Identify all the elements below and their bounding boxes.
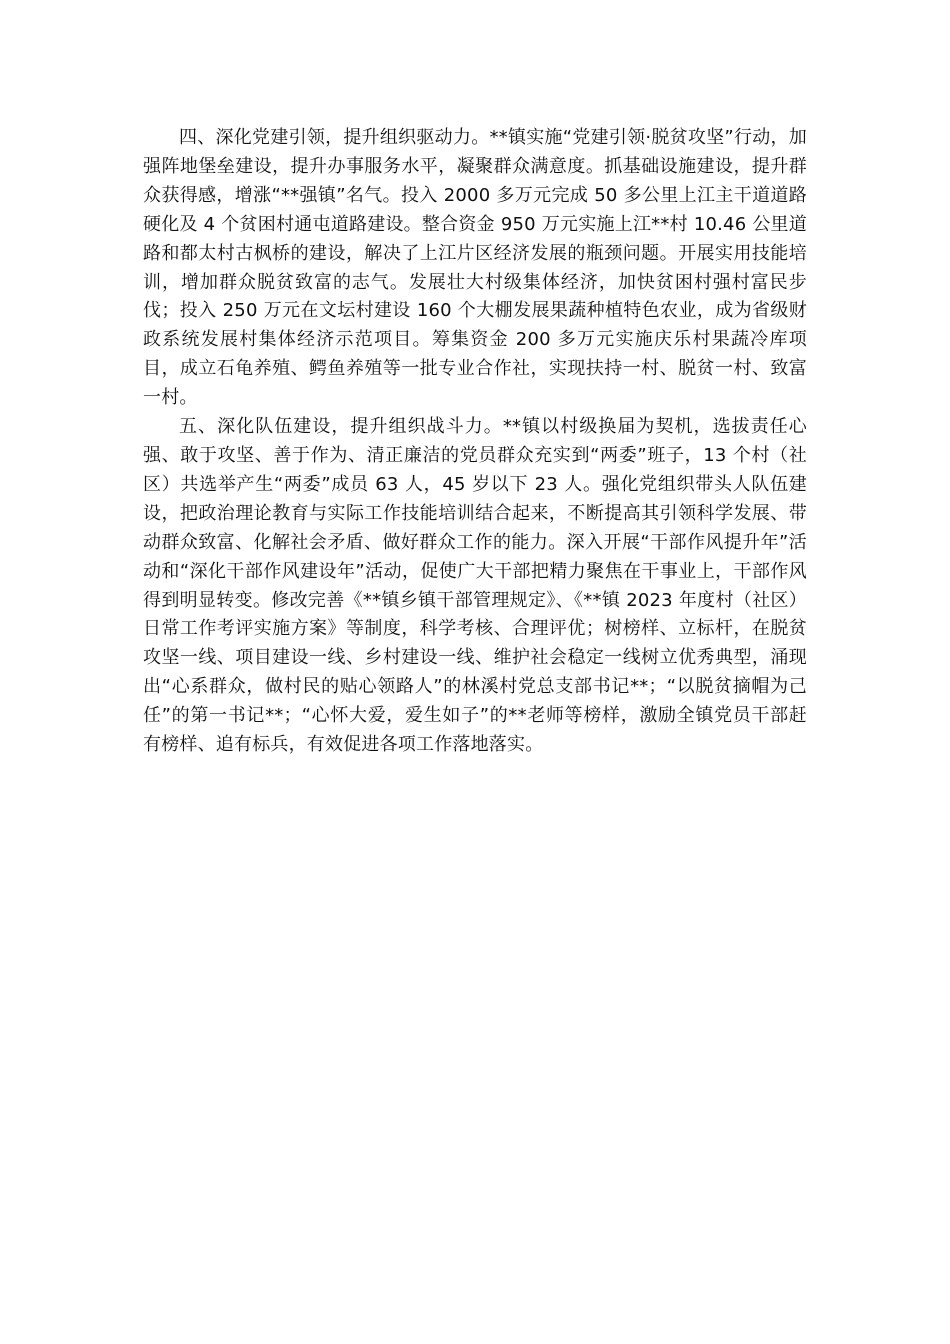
paragraph-five: 五、深化队伍建设，提升组织战斗力。**镇以村级换届为契机，选拔责任心强、敢于攻坚、善于作为、清正廉洁的党员群众充实到“两委”班子，13 个村（社区）共选举产生“两委”成员 63 人，45 岁以下 23 人。强化党组织带头人队伍建设，把政治理论教育与实际工作技能培训结合起来，不断提高其引领科学发展、带动群众致富、化解社会矛盾、做好群众工作的能力。深入开展“干部作风提升年”活动和“深化干部作风建设年”活动，促使广大干部把精力聚焦在干事业上，干部作风得到明显转变。修改完善《**镇乡镇干部管理规定》、《**镇 2023 年度村（社区）日常工作考评实施方案》等制度，科学考核、合理评优；树榜样、立标杆，在脱贫攻坚一线、项目建设一线、乡村建设一线、维护社会稳定一线树立优秀典型，涌现出“心系群众，做村民的贴心领路人”的林溪村党总支部书记**；“以脱贫摘帽为己任”的第一书记**；“心怀大爱，爱生如子”的**老师等榜样，激励全镇党员干部赶有榜样、追有标兵，有效促进各项工作落地落实。 <box>143 416 807 756</box>
document-body <box>143 124 807 760</box>
paragraph-four: 四、深化党建引领，提升组织驱动力。**镇实施“党建引领·脱贫攻坚”行动，加强阵地堡垒建设，提升办事服务水平，凝聚群众满意度。抓基础设施建设，提升群众获得感，增涨“**强镇”名气。投入 2000 多万元完成 50 多公里上江主干道道路硬化及 4 个贫困村通屯道路建设。整合资金 950 万元实施上江**村 10.46 公里道路和都太村古枫桥的建设，解决了上江片区经济发展的瓶颈问题。开展实用技能培训，增加群众脱贫致富的志气。发展壮大村级集体经济，加快贫困村强村富民步伐；投入 250 万元在文坛村建设 160 个大棚发展果蔬种植特色农业，成为省级财政系统发展村集体经济示范项目。筹集资金 200 多万元实施庆乐村果蔬冷库项目，成立石龟养殖、鳄鱼养殖等一批专业合作社，实现扶持一村、脱贫一村、致富一村。 <box>143 127 807 409</box>
